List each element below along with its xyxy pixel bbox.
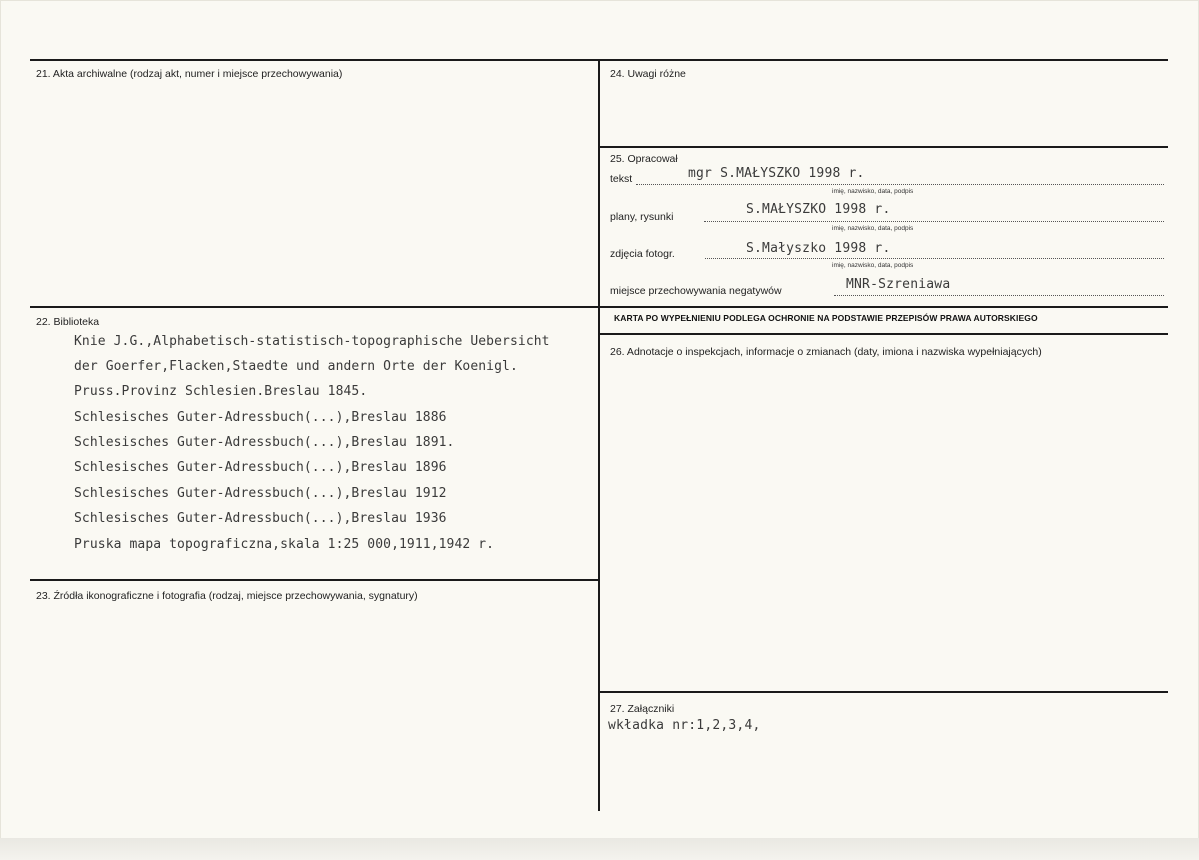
center-divider: [598, 59, 600, 811]
bibliography-line: der Goerfer,Flacken,Staedte und andern Orte der Koenigl.: [74, 359, 518, 374]
section-27-label: 27. Załączniki: [610, 703, 675, 715]
zdjecia-label: zdjęcia fotogr.: [610, 248, 675, 260]
plany-label: plany, rysunki: [610, 211, 674, 223]
tekst-label: tekst: [610, 173, 633, 185]
section-21-label: 21. Akta archiwalne (rodzaj akt, numer i miejsce przechowywania): [36, 68, 343, 80]
tekst-dotline: [636, 184, 1164, 185]
bibliography-line: Pruska mapa topograficzna,skala 1:25 000,1911,1942 r.: [74, 537, 495, 552]
rule-right-notice: [600, 306, 1168, 308]
rule-left-23: [30, 579, 599, 581]
bibliography-line: Schlesisches Guter-Adressbuch(...),Breslau 1891.: [74, 435, 455, 450]
zdjecia-dotline: [705, 258, 1164, 259]
negatywy-value: MNR-Szreniawa: [846, 277, 951, 292]
plany-value: S.MAŁYSZKO 1998 r.: [746, 202, 891, 217]
section-23-label: 23. Źródła ikonograficzne i fotografia (rodzaj, miejsce przechowywania, sygnatury): [36, 590, 418, 602]
tekst-value: mgr S.MAŁYSZKO 1998 r.: [688, 166, 865, 181]
top-rule-left: [30, 59, 599, 61]
card-bottom-edge: [0, 838, 1199, 860]
zdjecia-caption: imię, nazwisko, data, podpis: [832, 262, 914, 269]
bibliography-line: Schlesisches Guter-Adressbuch(...),Breslau 1936: [74, 511, 447, 526]
attachments-value: wkładka nr:1,2,3,4,: [608, 718, 761, 733]
zdjecia-value: S.Małyszko 1998 r.: [746, 241, 891, 256]
copyright-notice: KARTA PO WYPEŁNIENIU PODLEGA OCHRONIE NA PODSTAWIE PRZEPISÓW PRAWA AUTORSKIEGO: [614, 313, 1038, 323]
negatywy-label: miejsce przechowywania negatywów: [610, 285, 782, 297]
top-rule-right: [600, 59, 1168, 61]
bibliography-line: Schlesisches Guter-Adressbuch(...),Breslau 1896: [74, 460, 447, 475]
section-22-label: 22. Biblioteka: [36, 316, 100, 328]
plany-caption: imię, nazwisko, data, podpis: [832, 225, 914, 232]
section-24-label: 24. Uwagi różne: [610, 68, 686, 80]
rule-left-22: [30, 306, 599, 308]
bibliography-line: Knie J.G.,Alphabetisch-statistisch-topographische Uebersicht: [74, 334, 550, 349]
section-26-label: 26. Adnotacje o inspekcjach, informacje o zmianach (daty, imiona i nazwiska wypełniających): [610, 346, 1042, 358]
rule-right-25: [600, 146, 1168, 148]
rule-right-26: [600, 333, 1168, 335]
bibliography-line: Schlesisches Guter-Adressbuch(...),Breslau 1886: [74, 410, 447, 425]
plany-dotline: [704, 221, 1164, 222]
negatywy-dotline: [834, 295, 1164, 296]
section-25-label: 25. Opracował: [610, 153, 678, 165]
bibliography-line: Schlesisches Guter-Adressbuch(...),Breslau 1912: [74, 486, 447, 501]
tekst-caption: imię, nazwisko, data, podpis: [832, 188, 914, 195]
bibliography-line: Pruss.Provinz Schlesien.Breslau 1845.: [74, 384, 368, 399]
rule-right-27: [600, 691, 1168, 693]
